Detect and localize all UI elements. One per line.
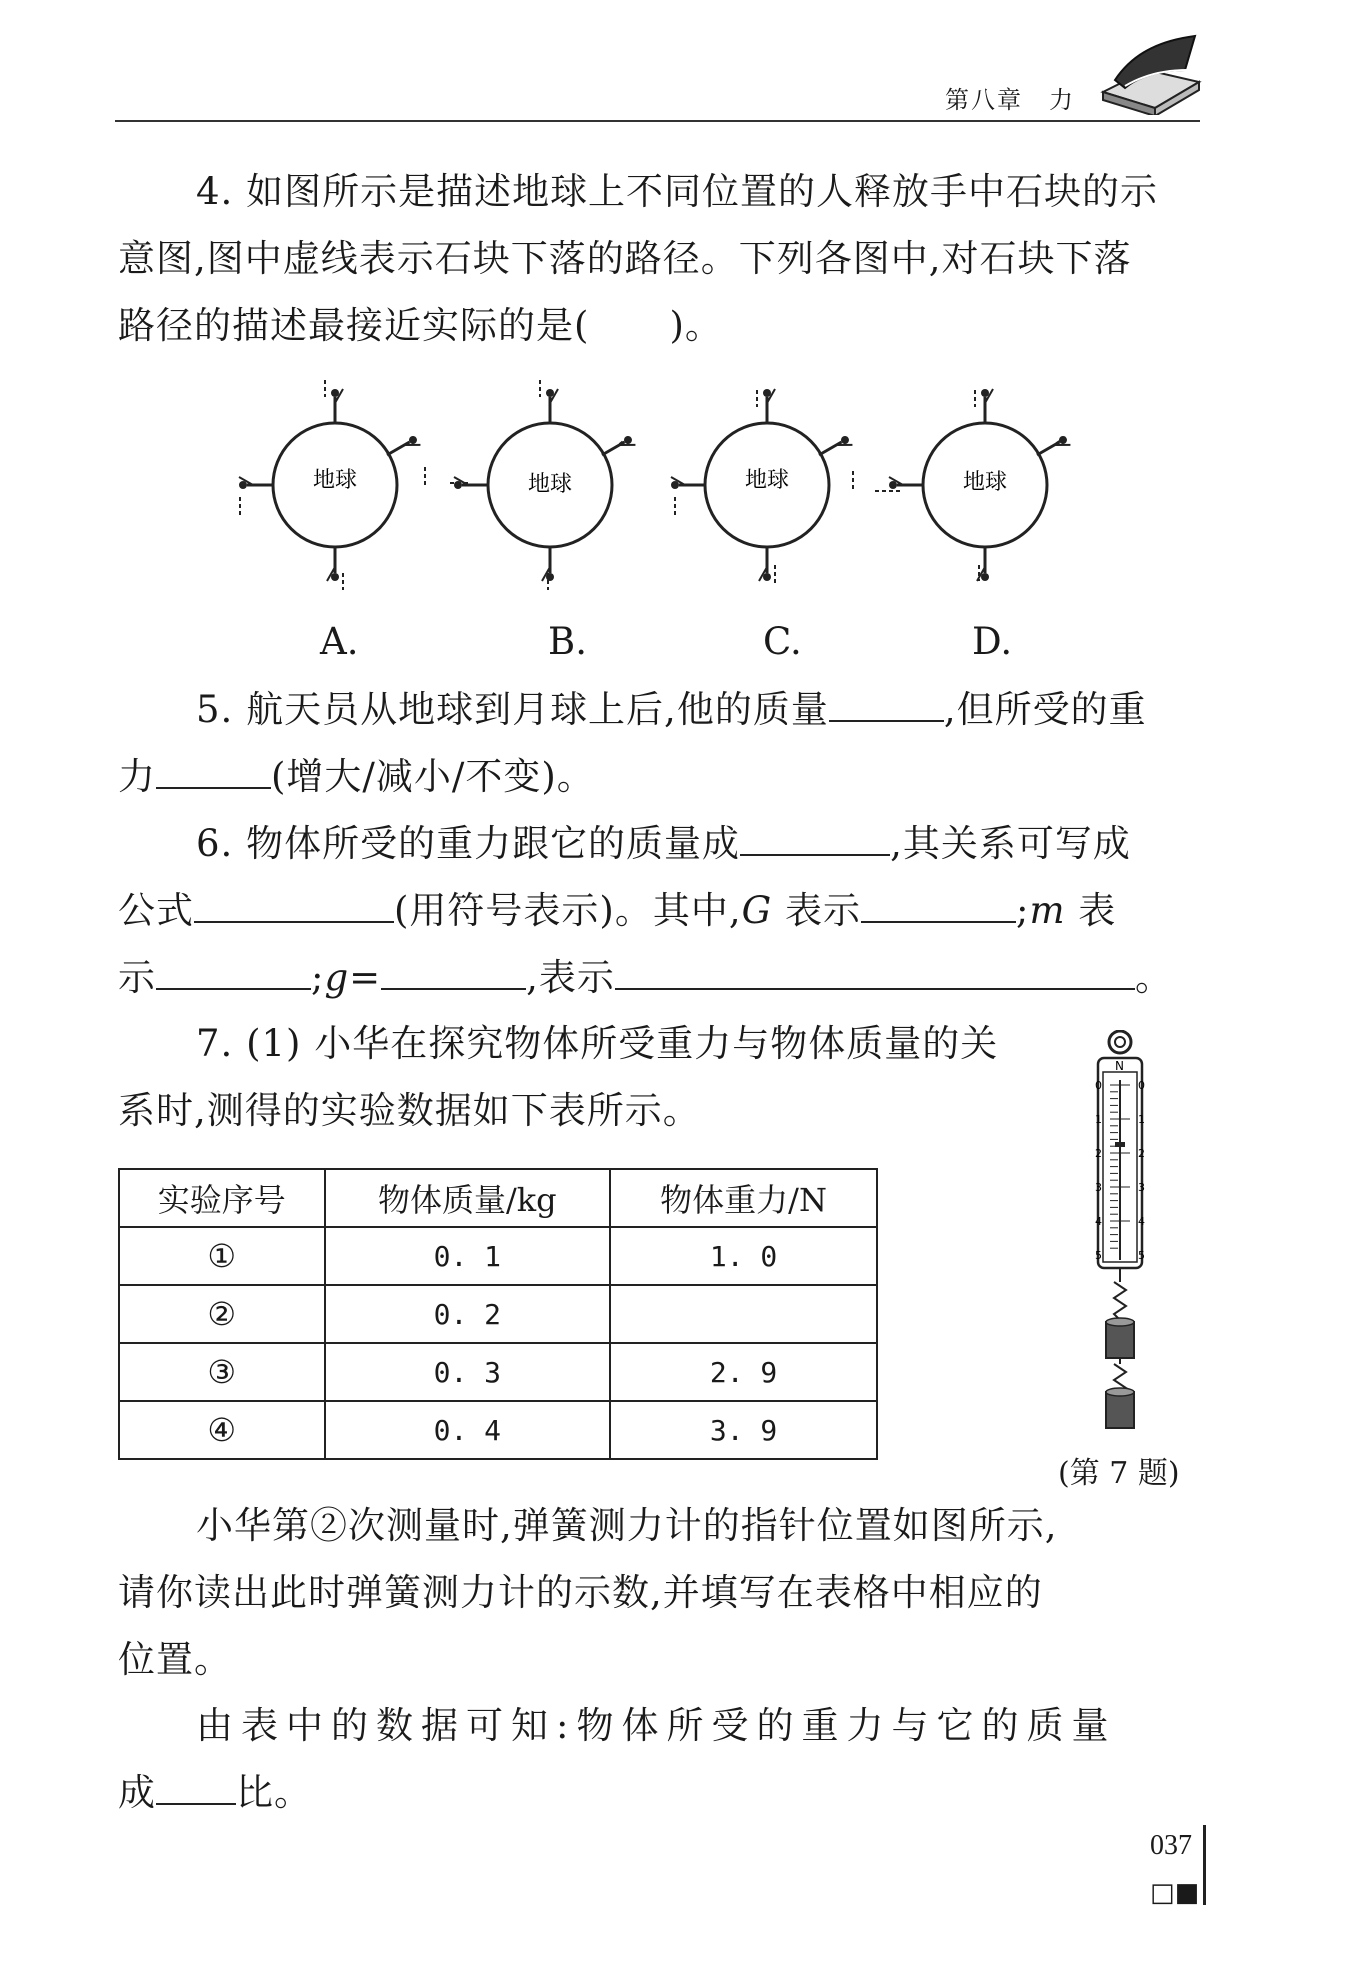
data-table bbox=[118, 1168, 878, 1460]
header-rule bbox=[115, 120, 1200, 122]
scale-tick-right: 0 bbox=[1138, 1079, 1145, 1092]
q5-question: 5. 航天员从地球到月球上后,他的质量 ,但所受的重 力 (增大/减小/不变)。 bbox=[118, 676, 1203, 810]
figure-7-caption: (第 7 题) bbox=[1058, 1456, 1180, 1491]
q7-blank[interactable] bbox=[156, 1766, 236, 1805]
spring-scale-figure bbox=[1070, 1030, 1170, 1430]
q6-blank-6[interactable] bbox=[615, 951, 1135, 990]
q4-question bbox=[118, 158, 1203, 359]
book-icon bbox=[1095, 30, 1205, 115]
table-row: ① 0. 1 1. 0 bbox=[119, 1227, 877, 1285]
q6-blank-4[interactable] bbox=[156, 951, 311, 990]
q7-instruction: 小华第②次测量时,弹簧测力计的指针位置如图所示, 请你读出此时弹簧测力计的示数,并填写在表格中相应的 位置。 bbox=[118, 1504, 1058, 1681]
option-b-label: B. bbox=[548, 620, 587, 663]
table-row: ③ 0. 3 2. 9 bbox=[119, 1343, 877, 1401]
table-row: ④ 0. 4 3. 9 bbox=[119, 1401, 877, 1459]
scale-tick-right: 5 bbox=[1138, 1249, 1145, 1262]
globe-label: 地球 bbox=[313, 468, 358, 493]
globe-a bbox=[239, 380, 425, 590]
page-rule bbox=[1203, 1825, 1206, 1905]
q6-blank-3[interactable] bbox=[861, 884, 1016, 923]
scale-tick-left: 5 bbox=[1095, 1249, 1102, 1262]
scale-tick-left: 3 bbox=[1095, 1181, 1102, 1194]
q5-blank-1[interactable] bbox=[829, 683, 944, 722]
scale-unit: N bbox=[1115, 1059, 1124, 1073]
q6-question: 6. 物体所受的重力跟它的质量成 ,其关系可写成 公式 (用符号表示)。其中,G 表示 ;m 表 示 ;g= ,表示 。 bbox=[118, 810, 1203, 1011]
globe-c bbox=[671, 389, 853, 583]
table-header: 物体质量/kg bbox=[325, 1169, 611, 1227]
scale-tick-left: 4 bbox=[1095, 1215, 1102, 1228]
q6-blank-2[interactable] bbox=[194, 884, 394, 923]
scale-pointer bbox=[1115, 1142, 1125, 1147]
scale-tick-right: 3 bbox=[1138, 1181, 1145, 1194]
scale-tick-left: 1 bbox=[1095, 1113, 1102, 1126]
q7-conclusion: 由表中的数据可知:物体所受的重力与它的质量 成 比。 bbox=[118, 1704, 1117, 1814]
option-d-label: D. bbox=[972, 620, 1013, 663]
q6-blank-1[interactable] bbox=[740, 817, 890, 856]
scale-tick-right: 4 bbox=[1138, 1215, 1145, 1228]
page-number: 037 bbox=[1150, 1830, 1192, 1861]
option-a-label: A. bbox=[320, 620, 359, 663]
option-c-label: C. bbox=[763, 620, 802, 663]
q7-question: 7. (1) 小华在探究物体所受重力与物体质量的关 系时,测得的实验数据如下表所示。 bbox=[118, 1022, 999, 1132]
table-answer-cell[interactable] bbox=[610, 1285, 877, 1343]
scale-tick-left: 2 bbox=[1095, 1147, 1102, 1160]
chapter-header: 第八章 力 bbox=[945, 86, 1075, 114]
globe-label: 地球 bbox=[528, 472, 573, 497]
scale-tick-right: 1 bbox=[1138, 1113, 1145, 1126]
q6-blank-5[interactable] bbox=[381, 951, 526, 990]
globe-d bbox=[875, 389, 1070, 581]
globe-label: 地球 bbox=[963, 470, 1008, 495]
table-row: ② 0. 2 bbox=[119, 1285, 877, 1343]
table-header: 实验序号 bbox=[119, 1169, 325, 1227]
page-marker: □■ bbox=[1150, 1878, 1200, 1908]
q4-line-2: 意图,图中虚线表示石块下落的路径。下列各图中,对石块下落 bbox=[118, 237, 1132, 280]
q4-line-3: 路径的描述最接近实际的是( )。 bbox=[118, 304, 723, 347]
table-header: 物体重力/N bbox=[610, 1169, 877, 1227]
q5-blank-2[interactable] bbox=[156, 750, 271, 789]
globe-label: 地球 bbox=[745, 468, 790, 493]
scale-tick-right: 2 bbox=[1138, 1147, 1145, 1160]
globe-figures bbox=[230, 380, 1110, 660]
globe-b bbox=[450, 380, 635, 590]
table-header-row bbox=[119, 1169, 877, 1227]
scale-tick-left: 0 bbox=[1095, 1079, 1102, 1092]
q4-line-1: 4. 如图所示是描述地球上不同位置的人释放手中石块的示 bbox=[196, 170, 1159, 213]
